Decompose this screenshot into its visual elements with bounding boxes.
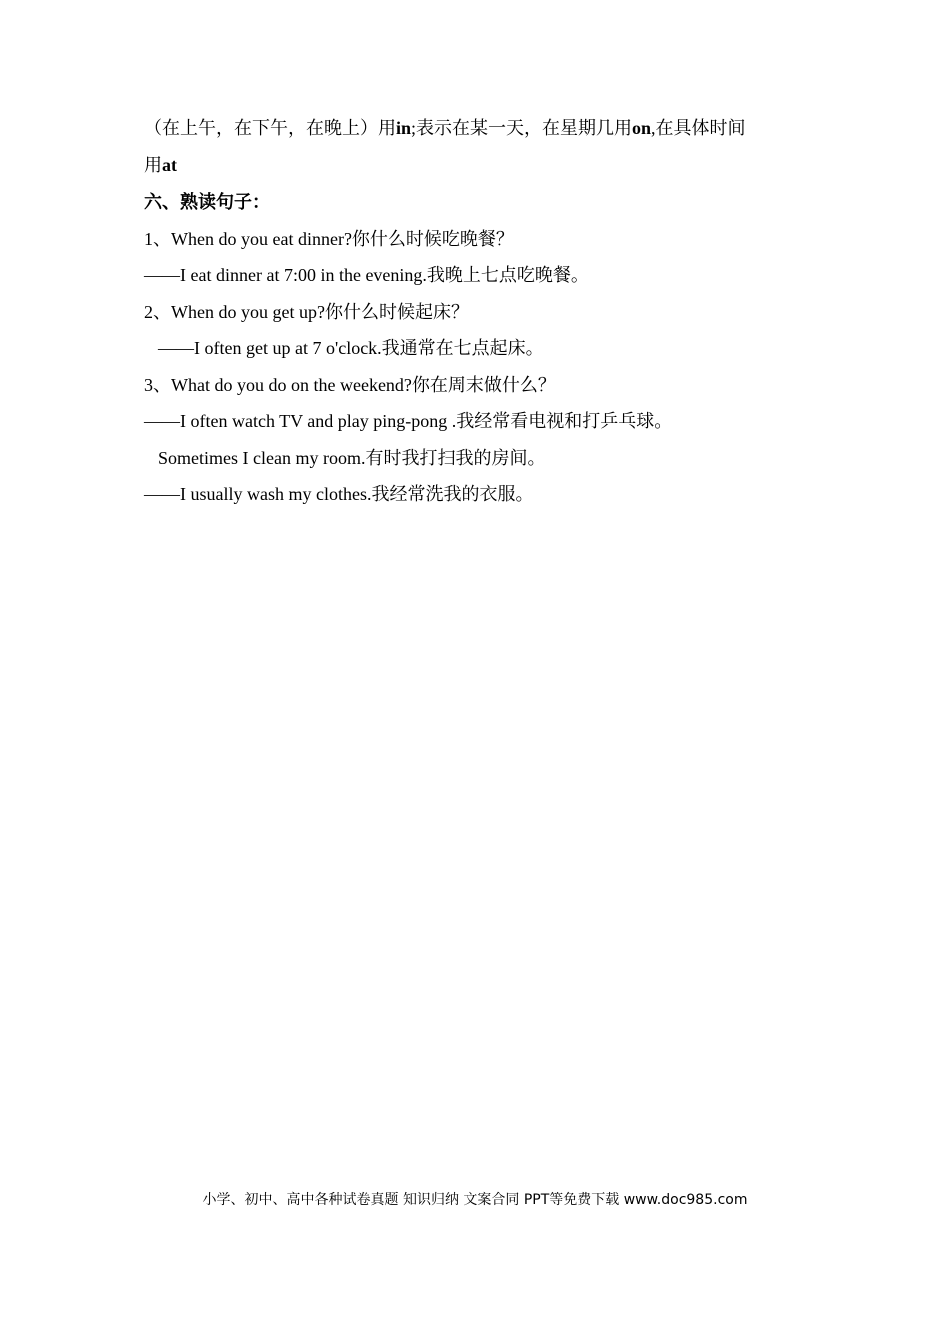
intro-line-2 — [144, 153, 177, 177]
sentence-3-answer: ——I often watch TV and play ping-pong .我经常看电视和打乒乓球。 — [144, 411, 673, 431]
keyword-on: on — [632, 118, 652, 138]
intro-text: ,在具体时间 — [651, 118, 746, 138]
keyword-at: at — [162, 155, 177, 175]
sentence-3-question: 3、What do you do on the weekend?你在周末做什么？ — [144, 375, 556, 395]
sentence-3-answer-extra: Sometimes I clean my room.有时我打扫我的房间。 — [158, 448, 546, 468]
page-footer: 小学、初中、高中各种试卷真题 知识归纳 文案合同 PPT等免费下载 www.doc985.com — [202, 1192, 748, 1208]
sentence-2-question: 2、When do you get up?你什么时候起床？ — [144, 302, 469, 322]
keyword-in: in — [396, 118, 412, 138]
sentence-3-answer-more: ——I usually wash my clothes.我经常洗我的衣服。 — [144, 484, 534, 504]
intro-text: 用 — [144, 155, 162, 175]
sentence-1-answer: ——I eat dinner at 7:00 in the evening.我晚上七点吃晚餐。 — [144, 265, 589, 285]
sentence-2-answer: ——I often get up at 7 o'clock.我通常在七点起床。 — [158, 338, 544, 358]
intro-line-1 — [144, 116, 746, 140]
intro-text: ;表示在某一天，在星期几用 — [411, 118, 633, 138]
section-heading: 六、熟读句子： — [144, 192, 270, 212]
sentence-1-question: 1、When do you eat dinner?你什么时候吃晚餐？ — [144, 229, 514, 249]
intro-text: （在上午，在下午，在晚上）用 — [144, 118, 396, 138]
